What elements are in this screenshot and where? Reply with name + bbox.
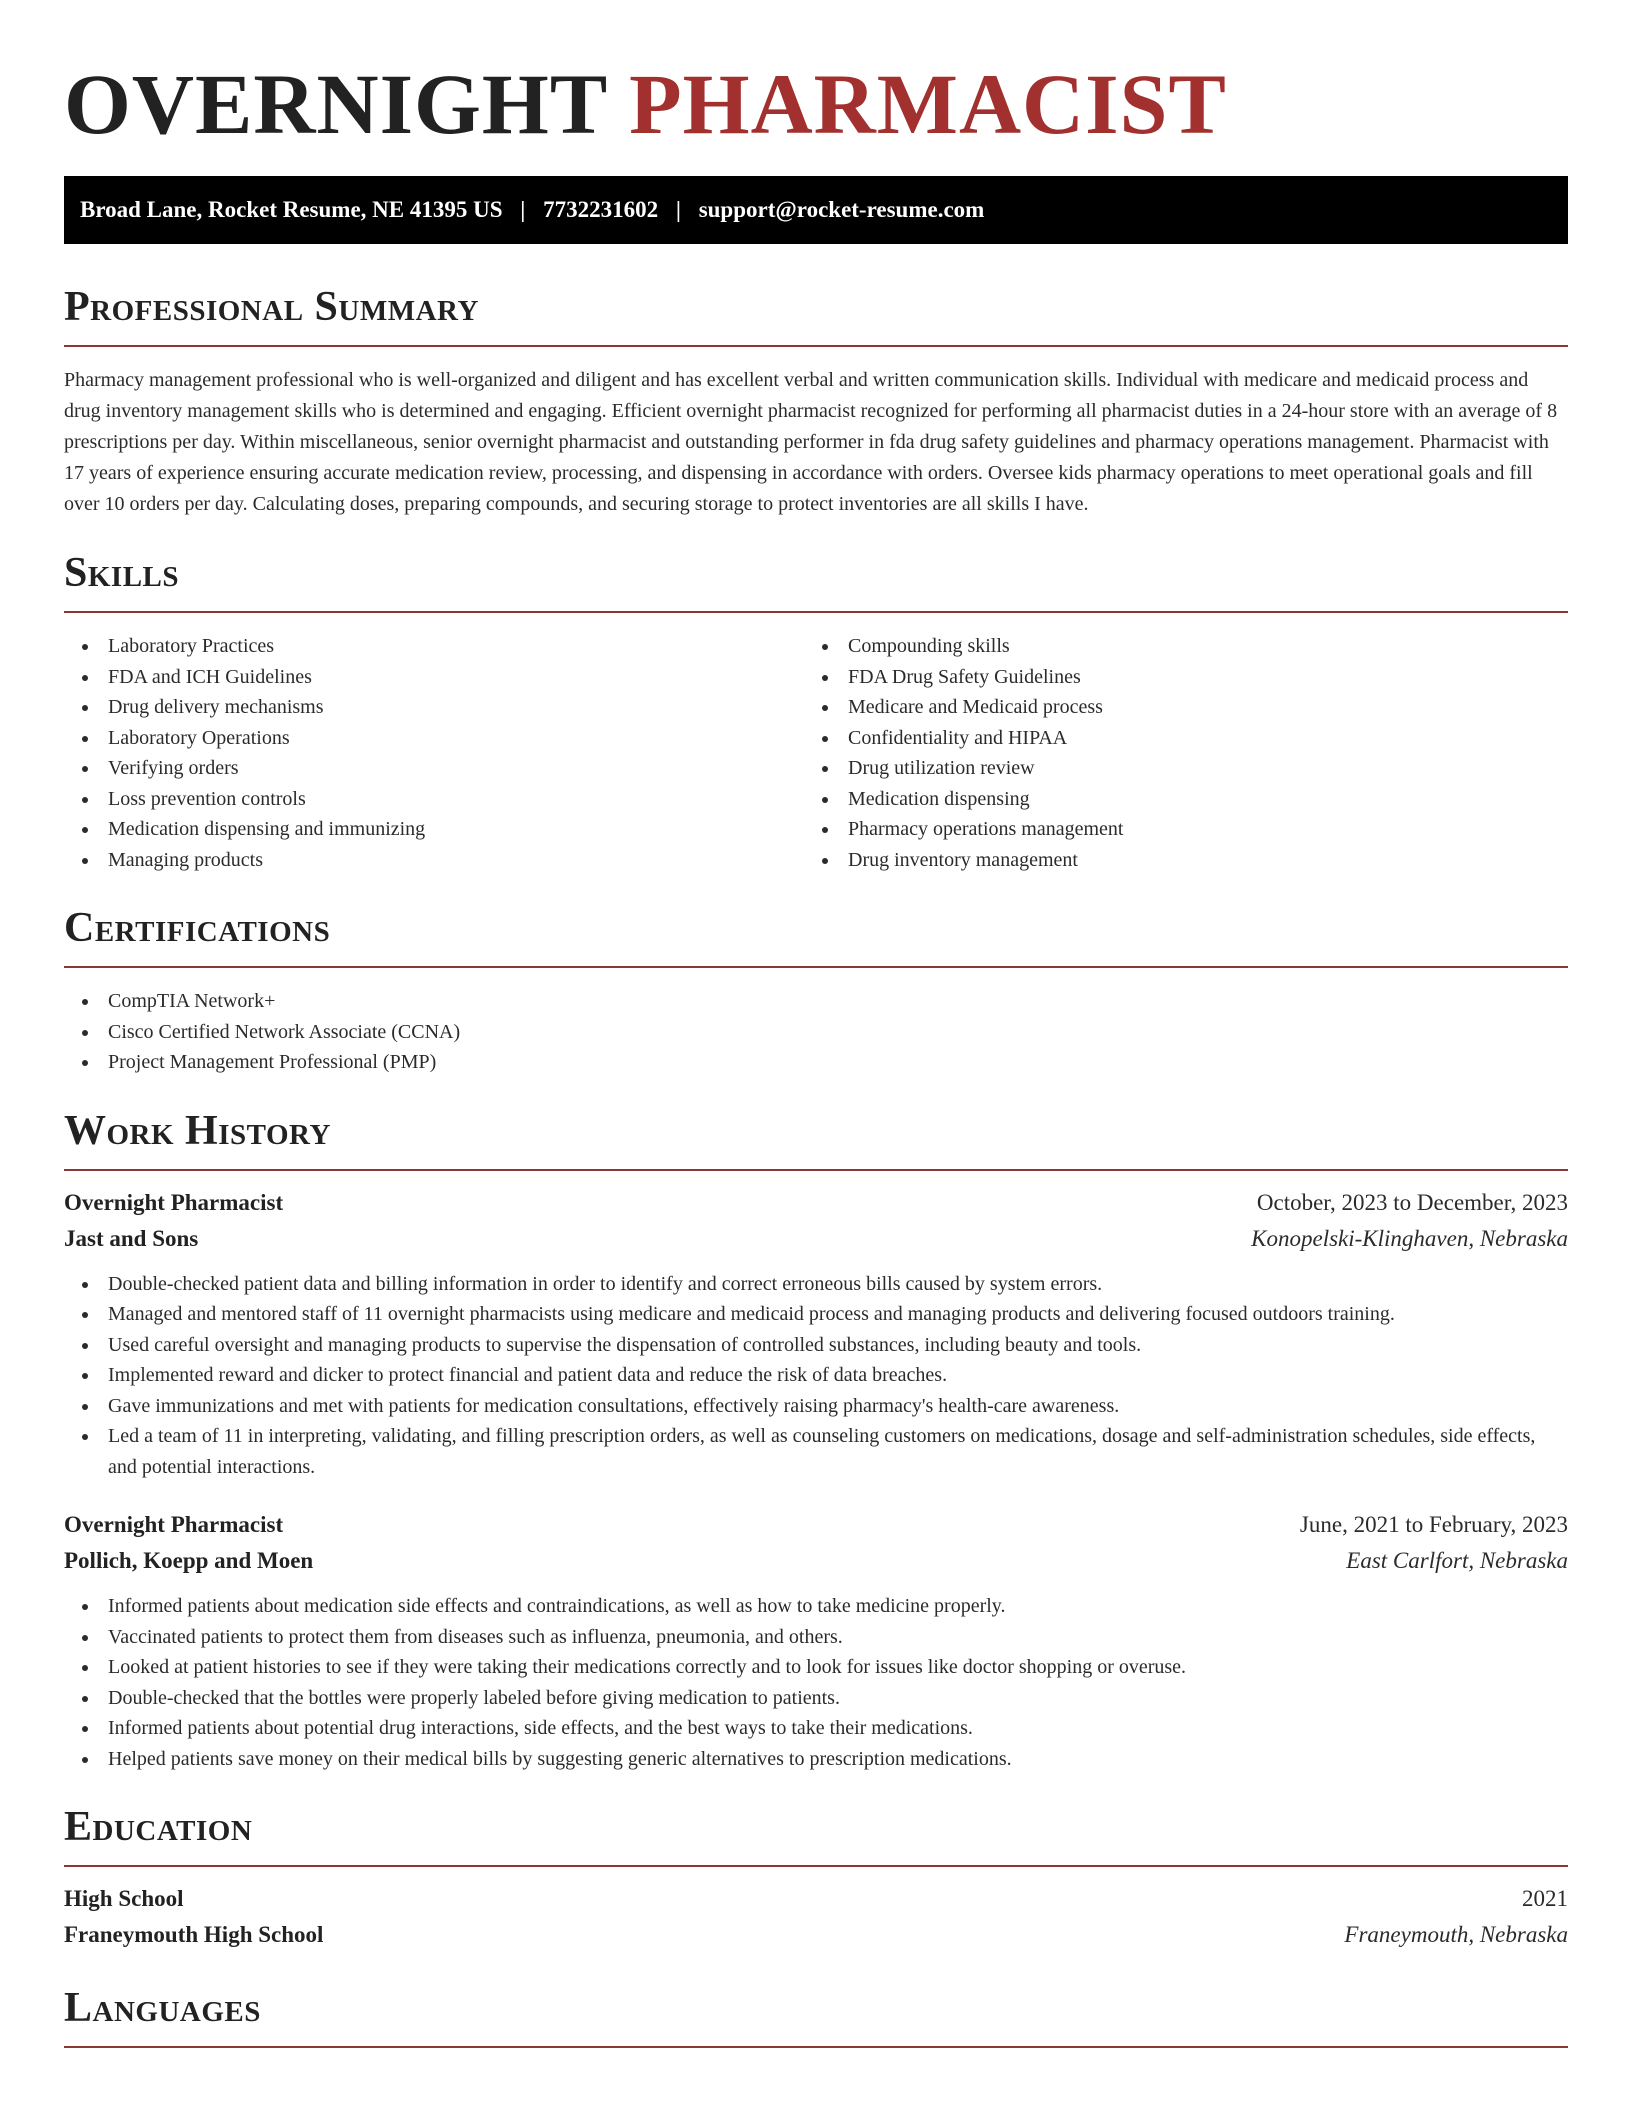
section-divider <box>64 1169 1568 1171</box>
job-bullets <box>64 1591 1568 1774</box>
section-divider <box>64 1865 1568 1867</box>
job-title: Overnight Pharmacist <box>64 1512 284 1537</box>
skill-item: Medication dispensing and immunizing <box>64 814 804 845</box>
certifications-section <box>64 904 1568 1078</box>
skill-item: Laboratory Practices <box>64 631 804 662</box>
section-heading-education: Education <box>64 1804 253 1850</box>
title-part-1: OVERNIGHT <box>64 56 607 152</box>
contact-email: support@rocket-resume.com <box>698 197 985 222</box>
contact-separator: | <box>675 197 681 222</box>
skill-item: FDA Drug Safety Guidelines <box>804 662 1544 693</box>
job-header-row <box>64 1185 1568 1221</box>
job-entry <box>64 1185 1568 1483</box>
job-bullet: Double-checked that the bottles were properly labeled before giving medication to patients. <box>64 1683 1568 1714</box>
job-header-row <box>64 1507 1568 1543</box>
certification-item: Project Management Professional (PMP) <box>64 1047 1568 1078</box>
section-heading-summary: Professional Summary <box>64 284 479 330</box>
job-bullet: Used careful oversight and managing products to supervise the dispensation of controlled substances, including beauty and tools. <box>64 1330 1568 1361</box>
job-company: Pollich, Koepp and Moen <box>64 1548 314 1573</box>
job-entry <box>64 1507 1568 1774</box>
contact-address: Broad Lane, Rocket Resume, NE 41395 US <box>80 197 503 222</box>
skills-grid <box>64 631 1568 875</box>
job-dates: October, 2023 to December, 2023 <box>1256 1189 1568 1215</box>
skill-item: FDA and ICH Guidelines <box>64 662 804 693</box>
job-bullet: Led a team of 11 in interpreting, validating, and filling prescription orders, as well as counseling customers on medications, dosage and self-administration schedules, side effects, and potential interactions. <box>64 1421 1568 1482</box>
section-divider <box>64 345 1568 347</box>
certification-item: CompTIA Network+ <box>64 986 1568 1017</box>
job-bullet: Looked at patient histories to see if they were taking their medications correctly and to look for issues like doctor shopping or overuse. <box>64 1652 1568 1683</box>
skill-item: Medication dispensing <box>804 784 1544 815</box>
education-location: Franeymouth, Nebraska <box>1344 1922 1568 1947</box>
contact-phone: 7732231602 <box>543 197 659 222</box>
job-title: Overnight Pharmacist <box>64 1189 284 1215</box>
title-part-2: PHARMACIST <box>629 56 1227 152</box>
job-bullet: Implemented reward and dicker to protect financial and patient data and reduce the risk of data breaches. <box>64 1360 1568 1391</box>
education-section <box>64 1803 1568 1953</box>
job-bullet: Informed patients about medication side effects and contraindications, as well as how to take medicine properly. <box>64 1591 1568 1622</box>
summary-paragraph: Pharmacy management professional who is well-organized and diligent and has excellent verbal and written communication skills. Individual with medicare and medicaid process and drug inventory management skills who is determined and engaging. Efficient overnight pharmacist recognized for performing all pharmacist duties in a 24-hour store with an average of 8 prescriptions per day. Within miscellaneous, senior overnight pharmacist and outstanding performer in fda drug safety guidelines and pharmacy operations management. Pharmacist with 17 years of experience ensuring accurate medication review, processing, and dispensing in accordance with orders. Oversee kids pharmacy operations to meet operational goals and fill over 10 orders per day. Calculating doses, preparing compounds, and securing storage to protect inventories are all skills I have. <box>64 369 1558 515</box>
resume-page <box>64 0 1568 2048</box>
education-degree: High School <box>64 1886 184 1911</box>
education-year: 2021 <box>1522 1886 1568 1911</box>
job-company-row <box>64 1221 1568 1257</box>
skills-list-left <box>64 631 804 875</box>
languages-section <box>64 1984 1568 2048</box>
section-heading-work-history: Work History <box>64 1107 331 1154</box>
education-entry <box>64 1881 1568 1953</box>
section-divider <box>64 611 1568 613</box>
job-bullet: Helped patients save money on their medical bills by suggesting generic alternatives to prescription medications. <box>64 1744 1568 1775</box>
job-location: Konopelski-Klinghaven, Nebraska <box>1251 1225 1568 1251</box>
job-company: Jast and Sons <box>64 1225 199 1251</box>
skill-item: Laboratory Operations <box>64 723 804 754</box>
job-dates: June, 2021 to February, 2023 <box>1299 1512 1568 1537</box>
certifications-list <box>64 986 1568 1078</box>
job-bullet: Double-checked patient data and billing information in order to identify and correct erroneous bills caused by system errors. <box>64 1269 1568 1300</box>
skill-item: Verifying orders <box>64 753 804 784</box>
job-bullet: Gave immunizations and met with patients for medication consultations, effectively raising pharmacy's health-care awareness. <box>64 1391 1568 1422</box>
skill-item: Drug utilization review <box>804 753 1544 784</box>
education-degree-row <box>64 1881 1568 1917</box>
summary-section <box>64 283 1568 520</box>
certification-item: Cisco Certified Network Associate (CCNA) <box>64 1017 1568 1048</box>
section-heading-languages: Languages <box>64 1985 261 2031</box>
skill-item: Managing products <box>64 845 804 876</box>
job-bullet: Informed patients about potential drug interactions, side effects, and the best ways to take their medications. <box>64 1713 1568 1744</box>
work-history-section <box>64 1107 1568 1775</box>
skill-item: Confidentiality and HIPAA <box>804 723 1544 754</box>
job-bullet: Managed and mentored staff of 11 overnight pharmacists using medicare and medicaid process and managing products and delivering focused outdoors training. <box>64 1299 1568 1330</box>
education-school: Franeymouth High School <box>64 1922 324 1947</box>
resume-title <box>64 0 1568 176</box>
job-location: East Carlfort, Nebraska <box>1346 1548 1568 1573</box>
section-divider <box>64 2046 1568 2048</box>
skill-item: Medicare and Medicaid process <box>804 692 1544 723</box>
education-school-row <box>64 1917 1568 1953</box>
skill-item: Loss prevention controls <box>64 784 804 815</box>
section-heading-skills: Skills <box>64 550 180 596</box>
skill-item: Pharmacy operations management <box>804 814 1544 845</box>
skill-item: Drug delivery mechanisms <box>64 692 804 723</box>
skills-list-right <box>804 631 1544 875</box>
skill-item: Drug inventory management <box>804 845 1544 876</box>
job-company-row <box>64 1543 1568 1579</box>
skill-item: Compounding skills <box>804 631 1544 662</box>
section-heading-certifications: Certifications <box>64 905 331 951</box>
section-divider <box>64 966 1568 968</box>
job-bullet: Vaccinated patients to protect them from diseases such as influenza, pneumonia, and others. <box>64 1622 1568 1653</box>
job-bullets <box>64 1269 1568 1483</box>
contact-bar <box>64 176 1568 244</box>
contact-separator: | <box>520 197 526 222</box>
skills-section <box>64 549 1568 875</box>
